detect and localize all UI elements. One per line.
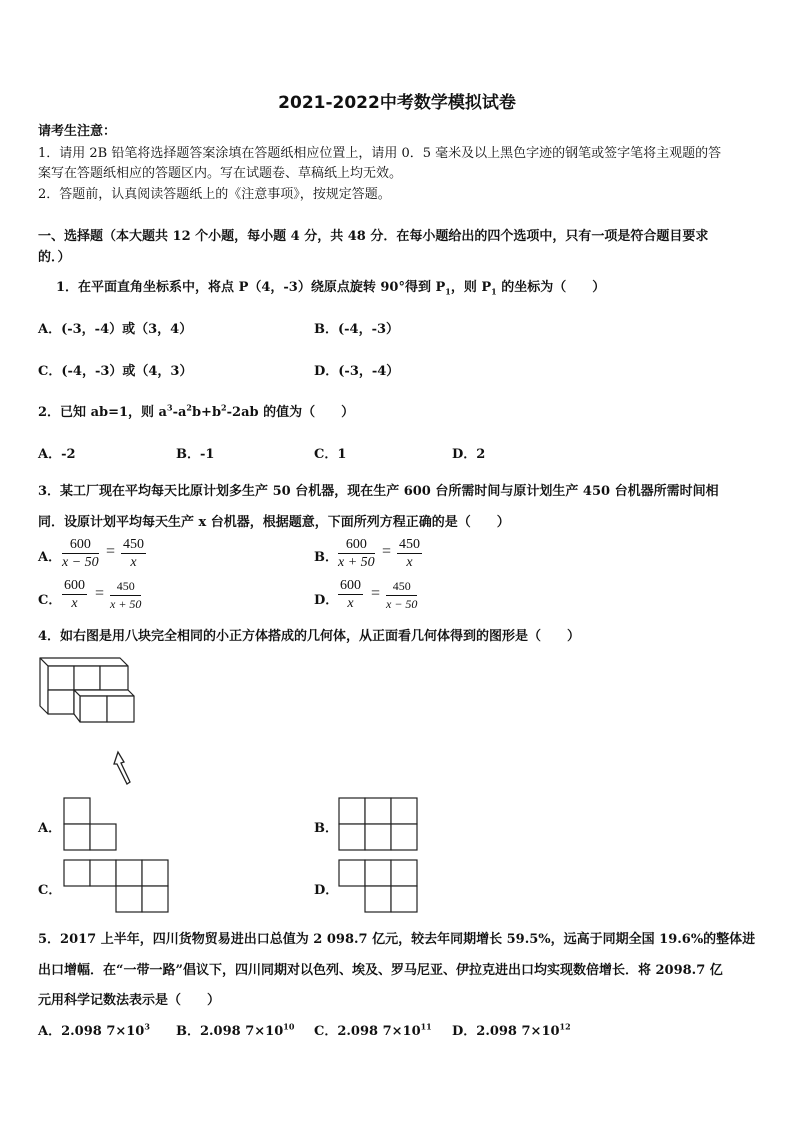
q3-option-b-label[interactable]: B． [314,550,338,565]
notice-heading: 请考生注意： [38,124,117,139]
q1-option-a[interactable]: A．(-3，-4）或（3，4） [38,322,193,337]
q3-c-equals: = [95,585,105,602]
view-arrow-icon [114,752,130,784]
q2-option-b[interactable]: B．-1 [176,447,215,462]
q5-option-b[interactable] [176,1020,294,1039]
q3-b-right-denominator: x [406,555,413,570]
q3-a-right-numerator: 450 [123,537,144,552]
cube-face [48,690,74,714]
q4-option-a-figure[interactable] [63,797,117,851]
q3-d-left-denominator: x [347,596,354,611]
q3-option-b-left-fraction [338,536,375,571]
q4-option-d-figure[interactable] [338,859,418,913]
section-heading-line-1: 一、选择题（本大题共 12 个小题，每小题 4 分，共 48 分．在每小题给出的四个选项中，只有一项是符合题目要求 [38,229,709,244]
q2-stem-a: 2．已知 ab=1，则 a [38,405,167,420]
q5-option-a[interactable] [38,1020,150,1039]
q3-d-right-denominator: x − 50 [386,597,418,611]
question-3-line-1: 3．某工厂现在平均每天比原计划多生产 50 台机器，现在生产 600 台所需时间与原计划生产 450 台机器所需时间相 [38,484,719,499]
question-5-line-3: 元用科学记数法表示是（ ） [38,993,221,1008]
q5-option-c[interactable] [314,1020,432,1039]
q2-stem-b: -a [172,405,187,420]
q3-b-equals: = [382,543,392,560]
q2-sup-1: 3 [166,402,173,413]
cube-face [80,696,107,722]
q3-option-b-right-fraction [397,536,422,571]
q5-d-exponent: 12 [559,1021,571,1032]
cube-side-face [74,690,80,722]
q2-stem-c: b+b [191,405,222,420]
q4-cube-figure [36,652,146,792]
cube-face [100,666,128,690]
cube-face [48,666,74,690]
q2-sup-2: 2 [186,402,192,413]
question-5-line-1: 5．2017 上半年，四川货物贸易进出口总值为 2 098.7 亿元，较去年同期增长 59.5%，远高于同期全国 19.6%的整体进 [38,932,756,947]
q3-a-left-numerator: 600 [62,536,99,554]
q4-option-b-figure[interactable] [338,797,418,851]
q2-option-d[interactable]: D．2 [452,447,486,462]
q4-option-b-label[interactable]: B． [314,821,338,836]
q3-option-d-label[interactable]: D． [314,593,339,608]
q3-option-a-right-fraction [121,536,146,571]
question-1-stem [56,276,605,297]
q4-option-c-figure[interactable] [63,859,169,913]
q3-b-left-numerator: 600 [338,536,375,554]
q5-d-base: D．2.098 7×10 [452,1024,560,1039]
q5-c-base: C．2.098 7×10 [314,1024,421,1039]
q5-a-exponent: 3 [144,1021,150,1032]
q4-option-a-label[interactable]: A． [38,821,62,836]
q1-option-d[interactable]: D．(-3，-4） [314,364,400,379]
q3-option-d-left-fraction [338,577,363,612]
q3-d-left-numerator: 600 [340,578,361,593]
q5-option-d[interactable] [452,1020,571,1039]
q2-option-c[interactable]: C．1 [314,447,347,462]
section-heading-line-2: 的．） [38,250,71,265]
q1-stem-a: 1．在平面直角坐标系中，将点 P（4，-3）绕原点旋转 90°得到 P [56,280,446,295]
question-2-stem [38,401,354,420]
q5-b-base: B．2.098 7×10 [176,1024,284,1039]
q4-option-c-label[interactable]: C． [38,883,62,898]
q3-option-c-label[interactable]: C． [38,593,62,608]
q3-a-left-denominator: x − 50 [62,555,99,570]
notice-item-1-line-2: 案写在答题纸相应的答题区内。写在试题卷、草稿纸上均无效。 [38,166,403,181]
q3-d-right-numerator: 450 [386,578,417,596]
q3-a-right-denominator: x [130,555,137,570]
q3-c-right-numerator: 450 [110,578,141,596]
q5-b-exponent: 10 [283,1021,295,1032]
cube-top-face [40,658,128,666]
question-3-line-2: 同．设原计划平均每天生产 x 台机器，根据题意，下面所列方程正确的是（ ） [38,515,510,530]
q3-option-a-label[interactable]: A． [38,550,62,565]
cube-step-top [74,690,134,696]
q3-b-left-denominator: x + 50 [338,555,375,570]
q3-c-left-numerator: 600 [64,578,85,593]
question-4-stem: 4．如右图是用八块完全相同的小正方体搭成的几何体，从正面看几何体得到的图形是（ ） [38,629,581,644]
q3-option-d-right-fraction [386,578,417,613]
q1-stem-c: 的坐标为（ ） [496,280,606,295]
q1-stem-b: ，则 P [450,280,492,295]
q2-sup-3: 2 [221,402,227,413]
q5-a-base: A．2.098 7×10 [38,1024,145,1039]
q3-c-right-denominator: x + 50 [110,597,142,611]
q2-stem-d: -2ab 的值为（ ） [226,405,355,420]
q1-option-c[interactable]: C．(-4，-3）或（4，3） [38,364,193,379]
q3-b-right-numerator: 450 [399,537,420,552]
q3-c-left-denominator: x [71,596,78,611]
q3-option-a-left-fraction [62,536,99,571]
notice-item-1-line-1: 1．请用 2B 铅笔将选择题答案涂填在答题纸相应位置上，请用 0．5 毫米及以上黑色字迹的钢笔或签字笔将主观题的答 [38,146,722,161]
cube-face [107,696,134,722]
q1-sub-2: 1 [491,286,497,297]
q3-option-c-right-fraction [110,578,141,613]
q3-a-equals: = [106,543,116,560]
q2-option-a[interactable]: A．-2 [38,447,76,462]
q5-c-exponent: 11 [420,1021,432,1032]
q3-option-c-left-fraction [62,577,87,612]
cube-face [74,666,100,690]
q1-option-b[interactable]: B．(-4，-3） [314,322,400,337]
q4-option-d-label[interactable]: D． [314,883,339,898]
cube-side-face [40,658,48,714]
q1-sub-1: 1 [445,286,451,297]
question-5-line-2: 出口增幅．在“一带一路”倡议下，四川同期对以色列、埃及、罗马尼亚、伊拉克进出口均实现数倍增长．将 2098.7 亿 [38,963,723,978]
page-title: 2021-2022中考数学模拟试卷 [278,93,516,113]
q3-d-equals: = [371,585,381,602]
notice-item-2: 2．答题前，认真阅读答题纸上的《注意事项》，按规定答题。 [38,187,391,202]
